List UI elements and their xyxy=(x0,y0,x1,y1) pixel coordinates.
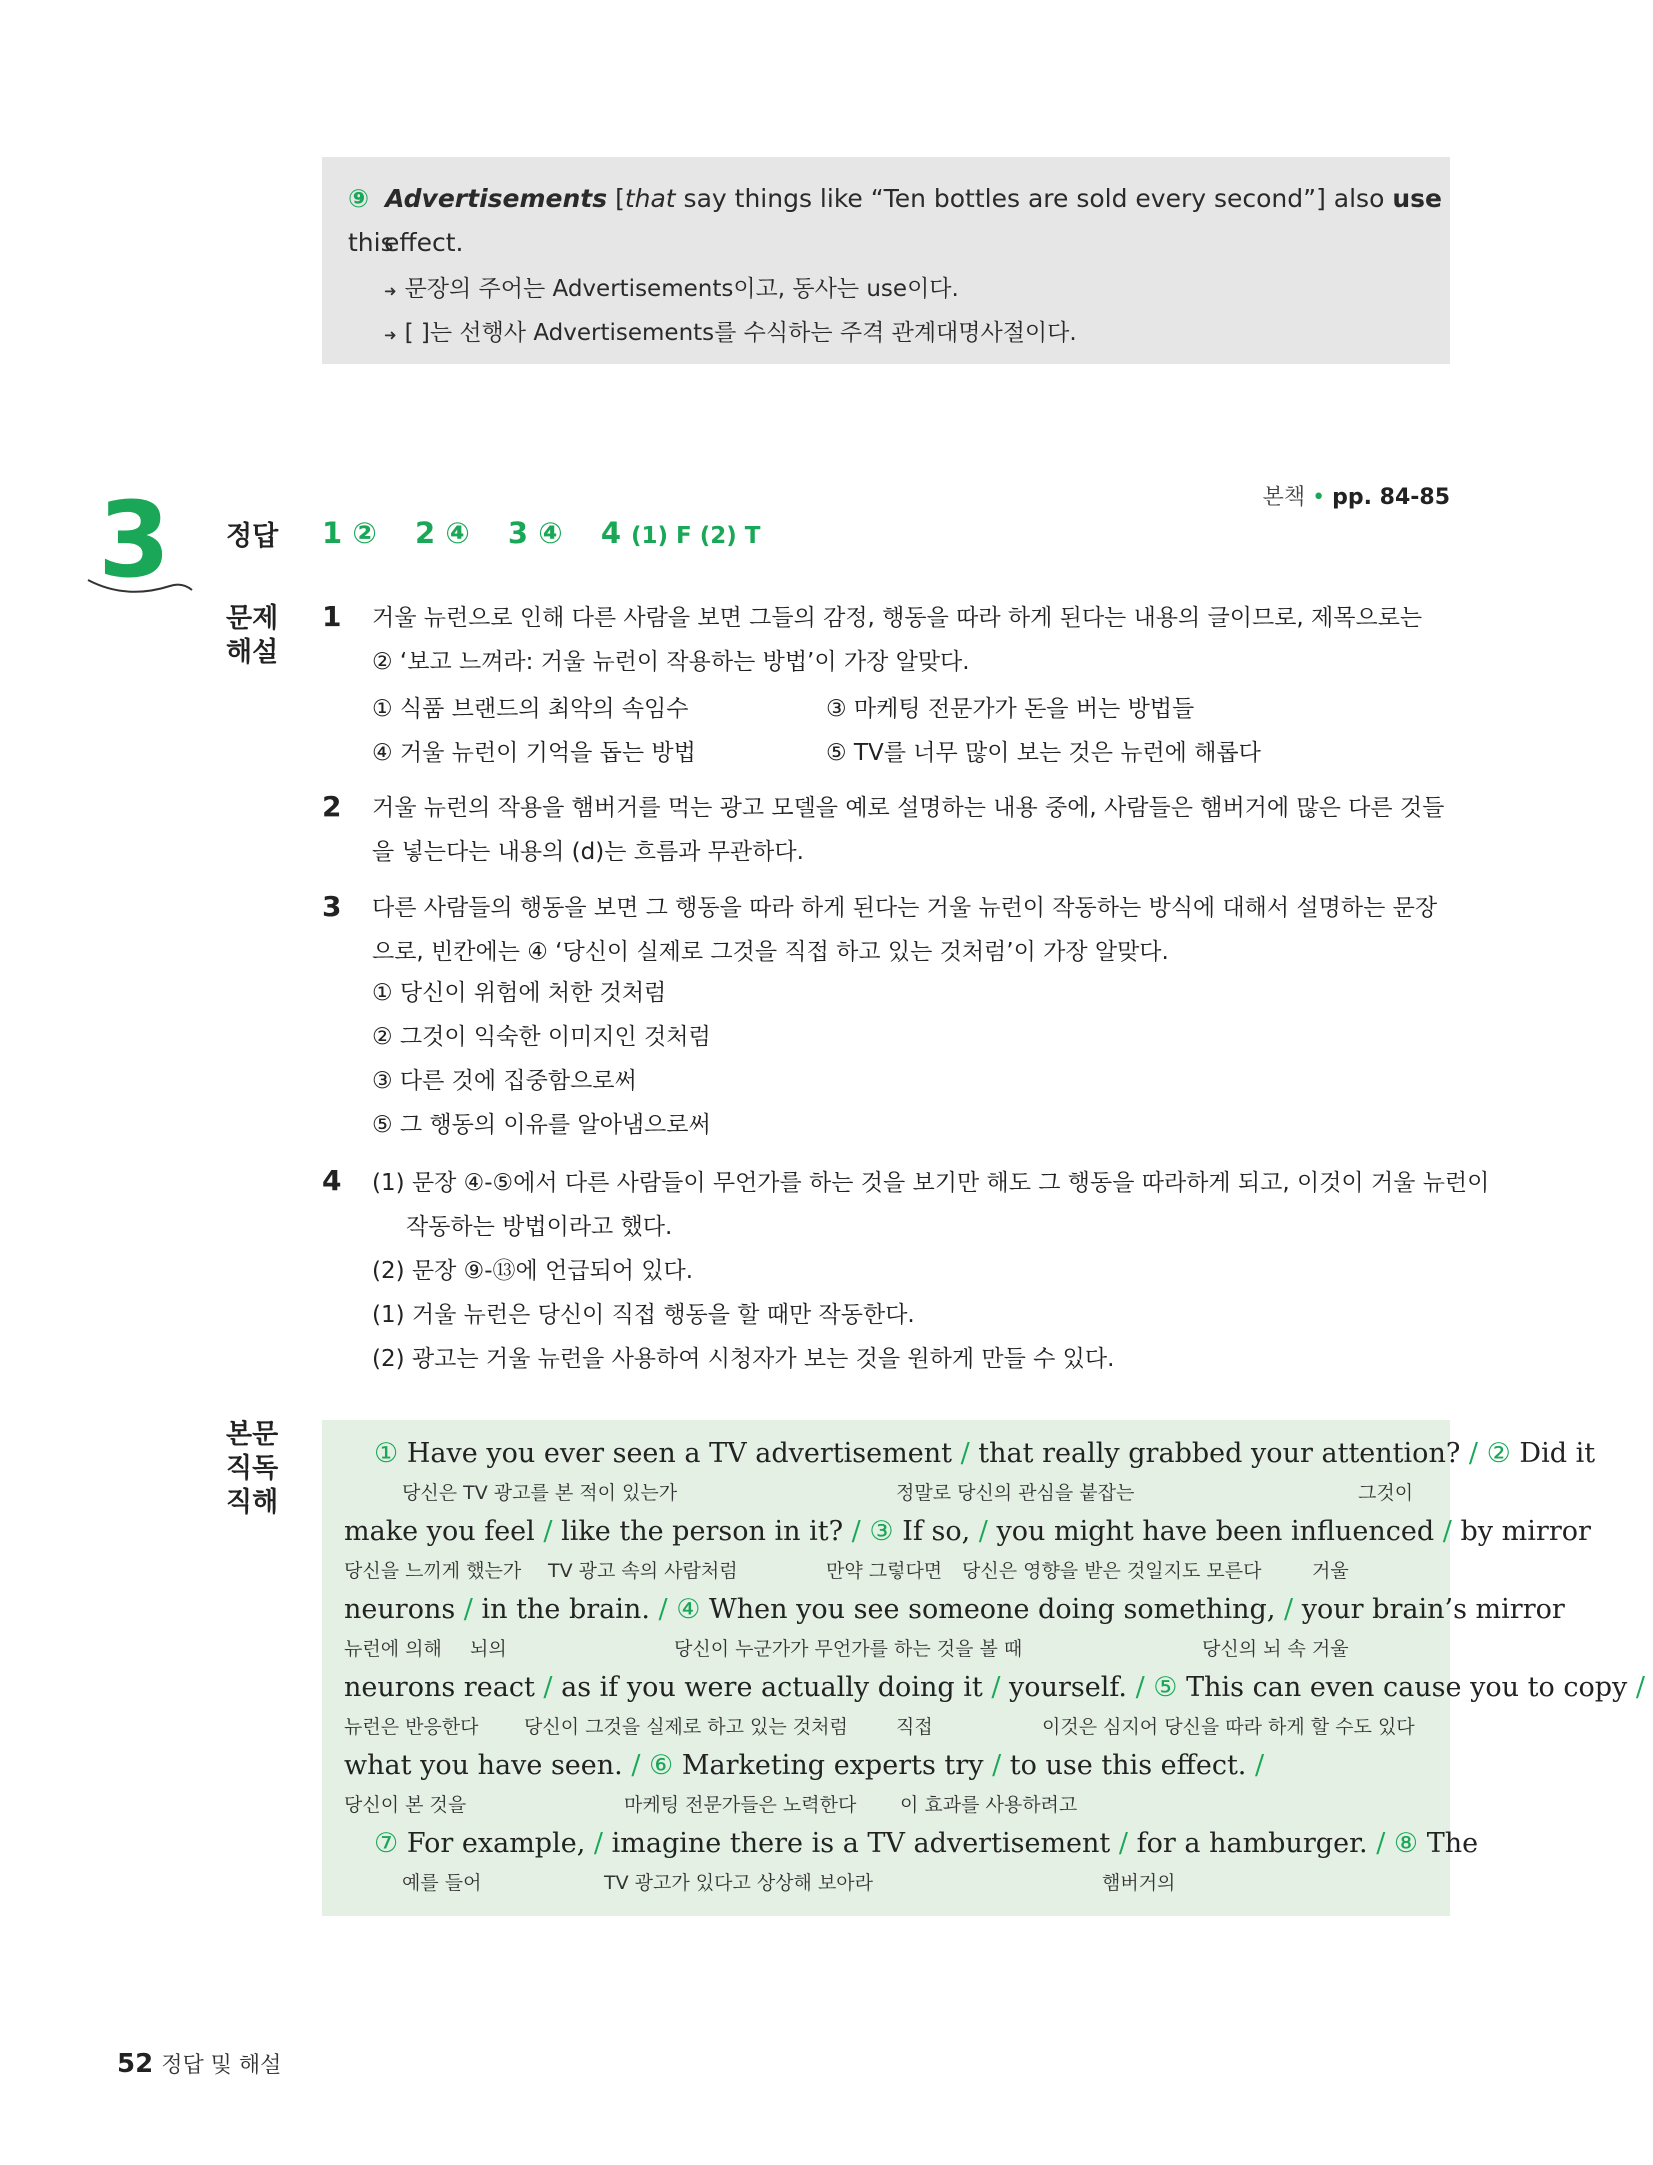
answer-4-detail: (1) F (2) T xyxy=(631,523,761,549)
that-word: that xyxy=(624,184,676,213)
subject-word: Advertisements xyxy=(385,184,608,213)
bracket-open: [ xyxy=(607,184,625,213)
footer-title: 정답 및 해설 xyxy=(161,2053,282,2078)
question-1-text: 거울 뉴런으로 인해 다른 사람을 보면 그들의 감정, 행동을 따라 하게 된다는 내용의 글이므로, 제목으로는 ② ‘보고 느껴라: 거울 뉴런이 작용하는 방법’이 가장 알맞다. xyxy=(372,605,1423,675)
reading-kor: 마케팅 전문가들은 노력한다 xyxy=(624,1794,857,1816)
reading-kor: 뉴런은 반응한다 xyxy=(344,1716,479,1738)
question-3-number: 3 xyxy=(322,890,342,923)
q4-line-4: (2) 광고는 거울 뉴런을 사용하여 시청자가 보는 것을 원하게 만들 수 있다. xyxy=(372,1346,1115,1372)
reading-kor: 당신을 느끼게 했는가 xyxy=(344,1560,522,1582)
page-number: 52 xyxy=(117,2049,154,2079)
q3-option-1: ① 당신이 위험에 처한 것처럼 xyxy=(372,980,667,1006)
answers-label: 정답 xyxy=(226,521,279,552)
answer-3: 3 ④ xyxy=(507,516,563,550)
reading-kor: 뇌의 xyxy=(470,1638,507,1660)
question-1-number: 1 xyxy=(322,600,342,633)
question-4-number: 4 xyxy=(322,1164,342,1197)
reading-kor: 그것이 xyxy=(1358,1482,1414,1504)
answer-4: 4 xyxy=(600,516,621,550)
verb-word: use xyxy=(1392,184,1442,213)
reading-kor: 이 효과를 사용하려고 xyxy=(900,1794,1078,1816)
reading-kor: 직접 xyxy=(896,1716,933,1738)
explanation-label-1: 문제 xyxy=(226,603,279,634)
page-footer xyxy=(117,2048,281,2079)
line-end: this xyxy=(348,228,394,257)
reading-kor: 거울 xyxy=(1312,1560,1349,1582)
dot-icon: • xyxy=(1312,485,1326,510)
page-reference xyxy=(1263,480,1450,511)
reading-eng-line-3: neurons / in the brain. / ④ When you see someone doing something, / your brain’s mirror xyxy=(344,1594,1565,1625)
explanation-label-2: 해설 xyxy=(226,637,279,668)
grammar-note-box xyxy=(322,157,1450,364)
reading-kor: 당신의 뇌 속 거울 xyxy=(1202,1638,1349,1660)
q3-option-5: ⑤ 그 행동의 이유를 알아냄으로써 xyxy=(372,1112,711,1138)
swoosh-decoration xyxy=(86,572,196,602)
q3-option-3: ③ 다른 것에 집중함으로써 xyxy=(372,1068,637,1094)
arrow-icon: ➜ xyxy=(384,282,397,300)
grammar-sentence-line1 xyxy=(348,177,1450,265)
q4-line-1: (1) 문장 ④-⑤에서 다른 사람들이 무언가를 하는 것을 보기만 해도 그 행동을 따라하게 되고, 이것이 거울 뉴런이 xyxy=(372,1170,1490,1196)
answer-1: 1 ② xyxy=(322,516,377,550)
grammar-note-1 xyxy=(384,269,959,311)
q4-line-2: (2) 문장 ⑨-⑬에 언급되어 있다. xyxy=(372,1258,694,1284)
page-ref-pages: pp. 84-85 xyxy=(1332,485,1450,510)
q1-option-4: ④ 거울 뉴런이 기억을 돕는 방법 xyxy=(372,740,696,766)
note-text: [ ]는 선행사 Advertisements를 수식하는 주격 관계대명사절이다. xyxy=(404,320,1077,346)
question-2-number: 2 xyxy=(322,790,342,823)
reading-kor: 뉴런에 의해 xyxy=(344,1638,442,1660)
reading-kor: 당신이 누군가가 무언가를 하는 것을 볼 때 xyxy=(674,1638,1023,1660)
grammar-sentence-line2: effect. xyxy=(384,228,464,257)
answers-row xyxy=(322,516,760,550)
answer-2: 2 ④ xyxy=(414,516,470,550)
reading-label-1: 본문 xyxy=(226,1419,279,1450)
question-3-text: 다른 사람들의 행동을 보면 그 행동을 따라 하게 된다는 거울 뉴런이 작동하는 방식에 대해서 설명하는 문장으로, 빈칸에는 ④ ‘당신이 실제로 그것을 직접 하고 있는 것처럼’이 가장 알맞다. xyxy=(372,895,1438,965)
q1-option-1: ① 식품 브랜드의 최악의 속임수 xyxy=(372,696,689,722)
reading-eng-line-4: neurons react / as if you were actually doing it / yourself. / ⑤ This can even cause you to copy / xyxy=(344,1672,1645,1703)
q3-option-2: ② 그것이 익숙한 이미지인 것처럼 xyxy=(372,1024,711,1050)
reading-kor: TV 광고 속의 사람처럼 xyxy=(548,1560,738,1582)
reading-label-3: 직해 xyxy=(226,1487,279,1518)
reading-kor: 당신이 그것을 실제로 하고 있는 것처럼 xyxy=(524,1716,848,1738)
arrow-icon: ➜ xyxy=(384,326,397,344)
page-ref-label: 본책 xyxy=(1262,485,1306,510)
q1-option-5: ⑤ TV를 너무 많이 보는 것은 뉴런에 해롭다 xyxy=(826,740,1261,766)
section-number: 3 xyxy=(98,479,171,601)
reading-box xyxy=(322,1420,1645,1916)
reading-eng-line-1: ① Have you ever seen a TV advertisement / that really grabbed your attention? / ② Did it xyxy=(374,1438,1596,1469)
grammar-note-2 xyxy=(384,313,1077,355)
note-text: 문장의 주어는 Advertisements이고, 동사는 use이다. xyxy=(404,276,959,302)
q1-option-3: ③ 마케팅 전문가가 돈을 버는 방법들 xyxy=(826,696,1195,722)
reading-kor: 햄버거의 xyxy=(1102,1872,1176,1894)
reading-kor: 예를 들어 xyxy=(402,1872,482,1894)
reading-kor: 당신은 TV 광고를 본 적이 있는가 xyxy=(402,1482,678,1504)
question-2-text: 거울 뉴런의 작용을 햄버거를 먹는 광고 모델을 예로 설명하는 내용 중에, 사람들은 햄버거에 많은 다른 것들을 넣는다는 내용의 (d)는 흐름과 무관하다. xyxy=(372,795,1445,865)
q4-line-3: (1) 거울 뉴런은 당신이 직접 행동을 할 때만 작동한다. xyxy=(372,1302,915,1328)
sentence-number: ⑨ xyxy=(348,184,370,213)
reading-kor: 정말로 당신의 관심을 붙잡는 xyxy=(896,1482,1135,1504)
reading-label-2: 직독 xyxy=(226,1453,279,1484)
reading-kor: 만약 그렇다면 xyxy=(826,1560,943,1582)
reading-kor: TV 광고가 있다고 상상해 보아라 xyxy=(604,1872,874,1894)
reading-kor: 이것은 심지어 당신을 따라 하게 할 수도 있다 xyxy=(1042,1716,1415,1738)
q4-line-1b: 작동하는 방법이라고 했다. xyxy=(406,1214,673,1240)
reading-eng-line-6: ⑦ For example, / imagine there is a TV advertisement / for a hamburger. / ⑧ The xyxy=(374,1828,1479,1859)
clause-text: say things like “Ten bottles are sold every second”] also xyxy=(675,184,1393,213)
reading-eng-line-2: make you feel / like the person in it? / ③ If so, / you might have been infuenced / by mirror xyxy=(344,1516,1591,1547)
reading-kor: 당신은 영향을 받은 것일지도 모른다 xyxy=(962,1560,1262,1582)
reading-kor: 당신이 본 것을 xyxy=(344,1794,467,1816)
reading-eng-line-5: what you have seen. / ⑥ Marketing experts try / to use this efect. / xyxy=(344,1750,1265,1781)
